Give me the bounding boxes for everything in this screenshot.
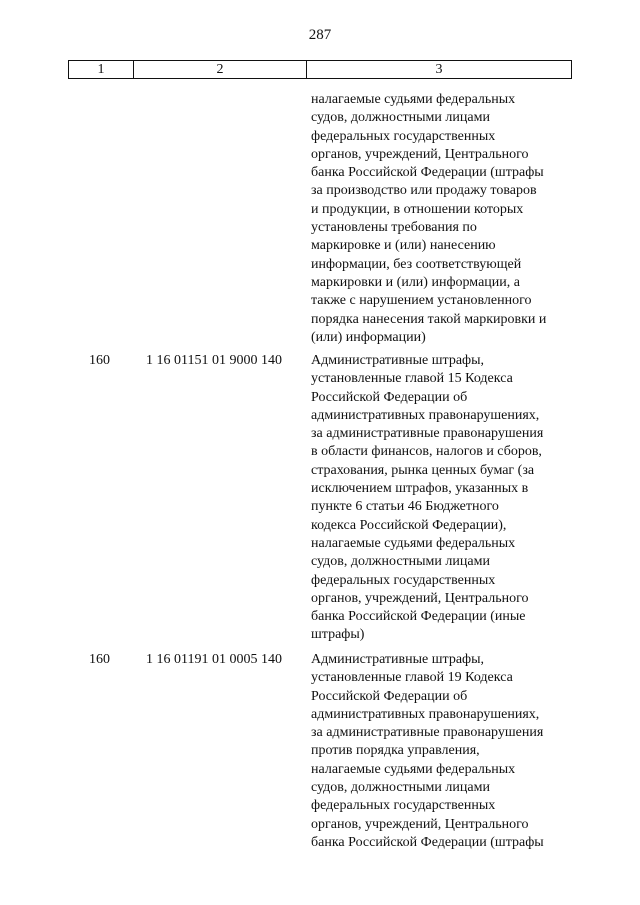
budget-classification-code: 1 16 01191 01 0005 140 bbox=[146, 652, 282, 667]
text-line: в области финансов, налогов и сборов, bbox=[311, 444, 542, 460]
text-line: маркировке и (или) нанесению bbox=[311, 238, 496, 254]
text-line: также с нарушением установленного bbox=[311, 293, 532, 309]
text-line: органов, учреждений, Центрального bbox=[311, 816, 529, 832]
text-line: установленные главой 19 Кодекса bbox=[311, 670, 513, 686]
text-line: против порядка управления, bbox=[311, 743, 480, 759]
text-line: пункте 6 статьи 46 Бюджетного bbox=[311, 499, 499, 515]
text-line: судов, должностными лицами bbox=[311, 554, 490, 570]
text-line: федеральных государственных bbox=[311, 128, 496, 144]
column-header-table bbox=[68, 60, 572, 79]
text-line: страхования, рынка ценных бумаг (за bbox=[311, 462, 535, 478]
row-description bbox=[311, 651, 566, 852]
text-line: штрафы) bbox=[311, 627, 365, 643]
text-line: федеральных государственных bbox=[311, 798, 496, 814]
text-line: информации, без соответствующей bbox=[311, 256, 522, 272]
text-line: кодекса Российской Федерации), bbox=[311, 517, 507, 533]
row-description bbox=[311, 352, 566, 645]
text-line: налагаемые судьями федеральных bbox=[311, 92, 516, 107]
text-line: банка Российской Федерации (штрафы bbox=[311, 165, 544, 181]
text-line: судов, должностными лицами bbox=[311, 780, 490, 796]
text-line: установлены требования по bbox=[311, 220, 477, 236]
text-line: установленные главой 15 Кодекса bbox=[311, 371, 513, 387]
text-line: Российской Федерации об bbox=[311, 688, 468, 704]
row-number: 160 bbox=[89, 353, 110, 368]
text-line: судов, должностными лицами bbox=[311, 110, 490, 126]
text-line: налагаемые судьями федеральных bbox=[311, 535, 516, 551]
text-line: органов, учреждений, Центрального bbox=[311, 590, 529, 606]
text-line: за производство или продажу товаров bbox=[311, 183, 537, 199]
row-number: 160 bbox=[89, 652, 110, 667]
text-line: Административные штрафы, bbox=[311, 652, 485, 667]
text-line: налагаемые судьями федеральных bbox=[311, 761, 516, 777]
text-line: за административные правонарушения bbox=[311, 725, 544, 741]
text-line: административных правонарушениях, bbox=[311, 407, 540, 423]
text-line: порядка нанесения такой маркировки и bbox=[311, 311, 547, 327]
text-line: (или) информации) bbox=[311, 329, 426, 345]
text-line: банка Российской Федерации (штрафы bbox=[311, 834, 544, 850]
column-header-row bbox=[69, 61, 572, 79]
text-line: органов, учреждений, Центрального bbox=[311, 146, 529, 162]
text-line: и продукции, в отношении которых bbox=[311, 201, 524, 217]
text-line: банка Российской Федерации (иные bbox=[311, 609, 526, 625]
text-line: Административные штрафы, bbox=[311, 353, 485, 368]
continuation-text bbox=[311, 91, 566, 347]
budget-classification-code: 1 16 01151 01 9000 140 bbox=[146, 353, 282, 368]
column-header-1: 1 bbox=[69, 61, 134, 79]
column-header-2: 2 bbox=[134, 61, 307, 79]
text-line: исключением штрафов, указанных в bbox=[311, 481, 529, 497]
column-header-3: 3 bbox=[307, 61, 572, 79]
text-line: маркировки и (или) информации, а bbox=[311, 274, 520, 290]
page-number: 287 bbox=[308, 27, 332, 43]
text-line: Российской Федерации об bbox=[311, 389, 468, 405]
text-line: федеральных государственных bbox=[311, 572, 496, 588]
text-line: административных правонарушениях, bbox=[311, 706, 540, 722]
text-line: за административные правонарушения bbox=[311, 426, 544, 442]
